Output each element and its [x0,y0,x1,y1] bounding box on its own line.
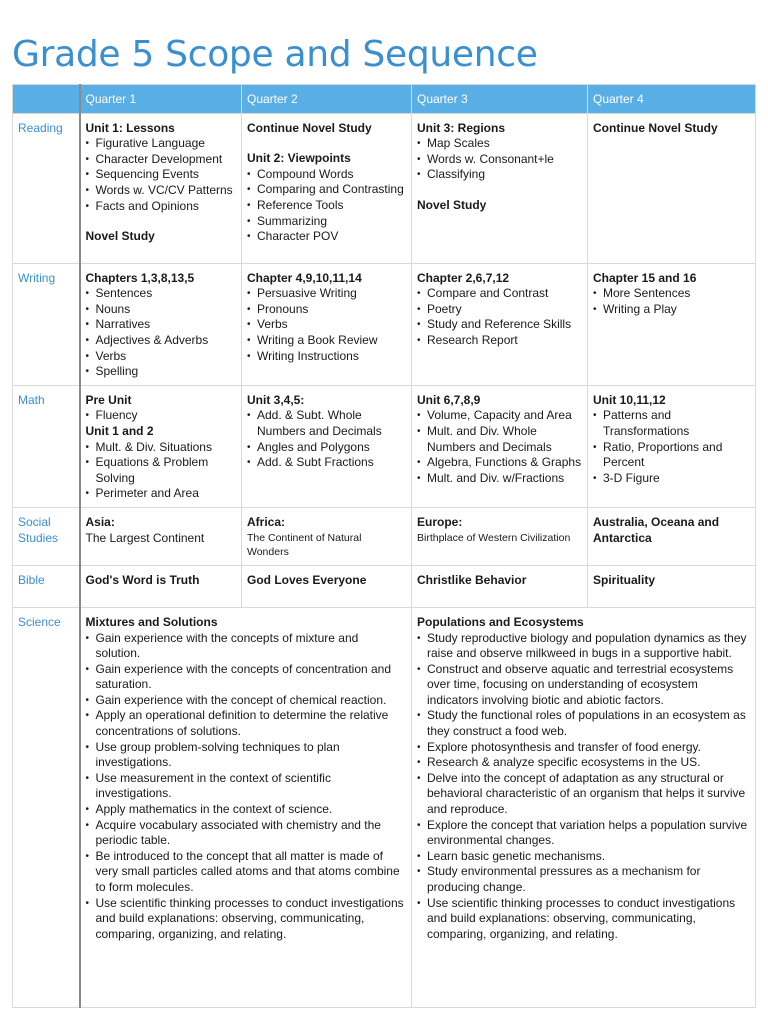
scope-sequence-table [12,84,756,1008]
cell-heading: Unit 10,11,12 [593,392,666,407]
cell-science-q3-q4 [412,607,756,1007]
subject-social-studies: Social Studies [13,507,80,565]
cell-writing-q4 [588,263,756,385]
list-item: • Gain experience with the concepts of concentration and saturation. [86,662,407,693]
list-item: • Construct and observe aquatic and terrestrial ecosystems over time, focusing on understanding of ecosystem indicators involving biotic and abiotic factors. [417,662,750,709]
cell-social-q2 [242,507,412,565]
cell-bible-q3 [412,565,588,607]
list-item: • Verbs [86,349,237,365]
bullet-list [86,286,237,380]
list-item: • Study environmental pressures as a mechanism for producing change. [417,864,750,895]
list-item: • Classifying [417,167,582,183]
subject-writing: Writing [13,263,80,385]
list-item: • Angles and Polygons [247,440,406,456]
list-item: • Ratio, Proportions and Percent [593,440,750,471]
list-item: • Volume, Capacity and Area [417,408,582,424]
list-item: • Apply an operational definition to determine the relative concentrations of solutions. [86,708,407,739]
list-item: • Comparing and Contrasting [247,182,406,198]
subject-science: Science [13,607,80,1007]
list-item: • Character Development [86,152,237,168]
bullet-list [593,408,750,486]
list-item: • Use scientific thinking processes to conduct investigations and build explanations: observing, communicating, comparing, organizing, and relating. [417,896,750,943]
cell-writing-q3 [412,263,588,385]
cell-heading: Asia: [85,514,115,529]
cell-writing-q2 [242,263,412,385]
list-item: • Compound Words [247,167,406,183]
row-writing [13,263,756,385]
list-item: • Use measurement in the context of scientific investigations. [86,771,407,802]
cell-heading: Populations and Ecosystems [417,614,584,629]
cell-heading: Unit 3,4,5: [247,392,305,407]
cell-math-q3 [412,385,588,507]
bullet-list [247,286,406,364]
bullet-list [86,440,237,502]
cell-heading: Unit 2: Viewpoints [247,151,351,166]
row-reading [13,113,756,263]
bullet-list [417,286,582,348]
cell-social-q3 [412,507,588,565]
list-item: • Research Report [417,333,582,349]
cell-heading: Spirituality [593,572,656,587]
bullet-list [417,408,582,486]
list-item: • Delve into the concept of adaptation as any structural or behavioral characteristic of an organism that helps it survive and reproduce. [417,771,750,818]
subject-bible: Bible [13,565,80,607]
cell-heading: Continue Novel Study [593,120,718,135]
bullet-list [417,631,750,943]
cell-heading: Mixtures and Solutions [85,614,218,629]
header-quarter-4: Quarter 4 [588,85,756,114]
cell-heading: Chapter 4,9,10,11,14 [247,270,362,285]
list-item: • Writing a Book Review [247,333,406,349]
list-item: • Poetry [417,302,582,318]
list-item: • Map Scales [417,136,582,152]
list-item: • Fluency [86,408,237,424]
cell-bible-q2 [242,565,412,607]
list-item: • Algebra, Functions & Graphs [417,455,582,471]
list-item: • Patterns and Transformations [593,408,750,439]
cell-reading-q1 [80,113,242,263]
bullet-list [86,408,237,424]
row-math [13,385,756,507]
list-item: • Narratives [86,317,237,333]
header-quarter-3: Quarter 3 [412,85,588,114]
cell-text: The Continent of Natural Wonders [247,531,362,558]
list-item: • More Sentences [593,286,750,302]
cell-heading: Novel Study [85,229,155,244]
list-item: • Equations & Problem Solving [86,455,237,486]
cell-heading: Unit 1: Lessons [85,120,175,135]
cell-text: Birthplace of Western Civilization [417,531,571,544]
bullet-list [247,408,406,470]
header-row [13,85,756,114]
bullet-list [593,286,750,317]
list-item: • Research & analyze specific ecosystems in the US. [417,755,750,771]
header-quarter-1: Quarter 1 [80,85,242,114]
cell-math-q4 [588,385,756,507]
header-quarter-2: Quarter 2 [242,85,412,114]
list-item: • Mult. and Div. w/Fractions [417,471,582,487]
bullet-list [247,167,406,245]
list-item: • Verbs [247,317,406,333]
list-item: • Study and Reference Skills [417,317,582,333]
list-item: • Spelling [86,364,237,380]
cell-heading: Chapters 1,3,8,13,5 [85,270,195,285]
bullet-list [417,136,582,183]
header-corner [13,85,80,114]
list-item: • Apply mathematics in the context of science. [86,802,407,818]
cell-heading: Unit 3: Regions [417,120,506,135]
cell-text: The Largest Continent [85,530,205,545]
list-item: • Figurative Language [86,136,237,152]
list-item: • Use scientific thinking processes to conduct investigations and build explanations: observing, communicating, comparing, organizing, and relating. [86,896,407,943]
cell-heading: Unit 6,7,8,9 [417,392,481,407]
list-item: • Character POV [247,229,406,245]
list-item: • Explore photosynthesis and transfer of food energy. [417,740,750,756]
list-item: • 3-D Figure [593,471,750,487]
cell-heading: Chapter 2,6,7,12 [417,270,510,285]
bullet-list [86,136,237,214]
cell-social-q1 [80,507,242,565]
list-item: • Facts and Opinions [86,199,237,215]
list-item: • Sequencing Events [86,167,237,183]
list-item: • Sentences [86,286,237,302]
row-science [13,607,756,1007]
cell-bible-q4 [588,565,756,607]
list-item: • Be introduced to the concept that all matter is made of very small particles called atoms and that atoms combine to form molecules. [86,849,407,896]
cell-heading: God's Word is Truth [85,572,200,587]
list-item: • Acquire vocabulary associated with chemistry and the periodic table. [86,818,407,849]
cell-math-q2 [242,385,412,507]
list-item: • Mult. and Div. Whole Numbers and Decimals [417,424,582,455]
row-bible [13,565,756,607]
list-item: • Nouns [86,302,237,318]
list-item: • Study the functional roles of populations in an ecosystem as they construct a food web. [417,708,750,739]
list-item: • Words w. Consonant+le [417,152,582,168]
list-item: • Compare and Contrast [417,286,582,302]
list-item: • Use group problem-solving techniques to plan investigations. [86,740,407,771]
list-item: • Adjectives & Adverbs [86,333,237,349]
cell-heading: Africa: [247,514,286,529]
bullet-list [86,631,407,943]
row-social-studies [13,507,756,565]
list-item: • Pronouns [247,302,406,318]
list-item: • Writing a Play [593,302,750,318]
cell-heading: Unit 1 and 2 [85,423,154,438]
subject-math: Math [13,385,80,507]
list-item: • Words w. VC/CV Patterns [86,183,237,199]
cell-heading: God Loves Everyone [247,572,367,587]
cell-reading-q3 [412,113,588,263]
cell-reading-q2 [242,113,412,263]
cell-heading: Christlike Behavior [417,572,527,587]
cell-science-q1-q2 [80,607,412,1007]
list-item: • Study reproductive biology and population dynamics as they raise and observe milkweed in bugs in a supportive habit. [417,631,750,662]
list-item: • Perimeter and Area [86,486,237,502]
list-item: • Reference Tools [247,198,406,214]
page-title: Grade 5 Scope and Sequence [12,34,538,75]
cell-heading: Continue Novel Study [247,120,372,135]
list-item: • Gain experience with the concepts of mixture and solution. [86,631,407,662]
list-item: • Persuasive Writing [247,286,406,302]
list-item: • Summarizing [247,214,406,230]
cell-writing-q1 [80,263,242,385]
list-item: • Gain experience with the concept of chemical reaction. [86,693,407,709]
list-item: • Add. & Subt Fractions [247,455,406,471]
list-item: • Mult. & Div. Situations [86,440,237,456]
cell-reading-q4 [588,113,756,263]
cell-heading: Europe: [417,514,463,529]
cell-heading: Novel Study [417,197,487,212]
cell-bible-q1 [80,565,242,607]
list-item: • Learn basic genetic mechanisms. [417,849,750,865]
cell-math-q1 [80,385,242,507]
cell-heading: Australia, Oceana and Antarctica [593,514,720,545]
subject-reading: Reading [13,113,80,263]
list-item: • Add. & Subt. Whole Numbers and Decimals [247,408,406,439]
cell-heading: Pre Unit [85,392,132,407]
list-item: • Explore the concept that variation helps a population survive environmental changes. [417,818,750,849]
cell-social-q4 [588,507,756,565]
list-item: • Writing Instructions [247,349,406,365]
cell-heading: Chapter 15 and 16 [593,270,697,285]
